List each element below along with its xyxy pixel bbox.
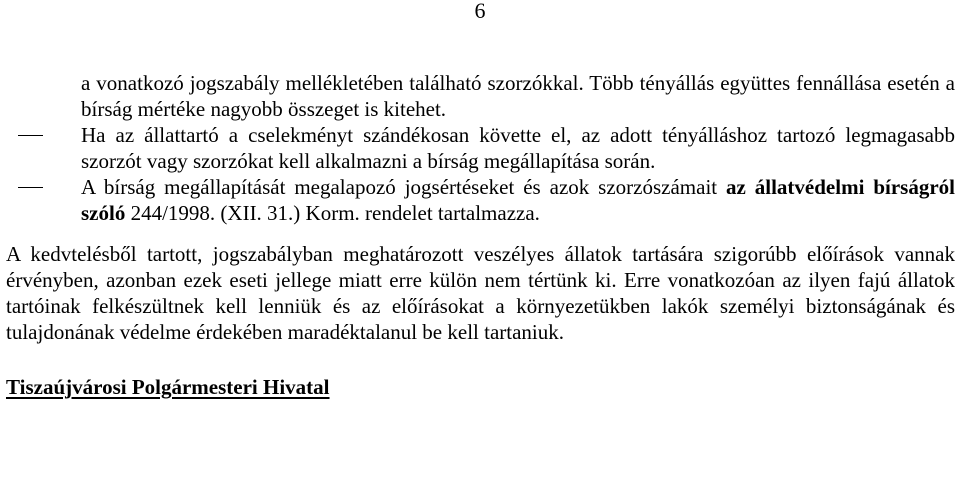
page-number: 6 bbox=[474, 0, 486, 23]
document-body bbox=[6, 70, 955, 400]
bullet-item-regulation bbox=[6, 174, 955, 226]
dangerous-animals-paragraph: A kedvtelésből tartott, jogszabályban meghatározott veszélyes állatok tartására szigorúbb előírások vannak érvényben, azonban ezek eseti jellege miatt erre külön nem tértünk ki. Erre vonatkozóan az ilyen fajú állatok tartóinak felkészültnek kell lenniük és az előírásokat a környezetükben lakók személyi biztonságának és tulajdonának védelme érdekében maradéktalanul be kell tartaniuk. bbox=[6, 242, 955, 344]
dash-bullet-icon bbox=[18, 187, 43, 188]
intro-paragraph: a vonatkozó jogszabály mellékletében található szorzókkal. Több tényállás együttes fennállása esetén a bírság mértéke nagyobb összeget is kitehet. bbox=[81, 71, 955, 121]
bullet-text: Ha az állattartó a cselekményt szándékosan követte el, az adott tényálláshoz tartozó legmagasabb szorzót vagy szorzókat kell alkalmazni a bírság megállapítása során. bbox=[81, 123, 955, 173]
bullet-text-after: 244/1998. (XII. 31.) Korm. rendelet tartalmazza. bbox=[125, 201, 540, 225]
bullet-text-before: A bírság megállapítását megalapozó jogsértéseket és azok szorzószámait bbox=[81, 175, 727, 199]
office-title: Tiszaújvárosi Polgármesteri Hivatal bbox=[6, 375, 330, 399]
bullet-item-intentional bbox=[6, 122, 955, 174]
dash-bullet-icon bbox=[18, 135, 43, 136]
bullet-bold-text: az állatvédelmi bírságról szóló bbox=[81, 175, 955, 225]
